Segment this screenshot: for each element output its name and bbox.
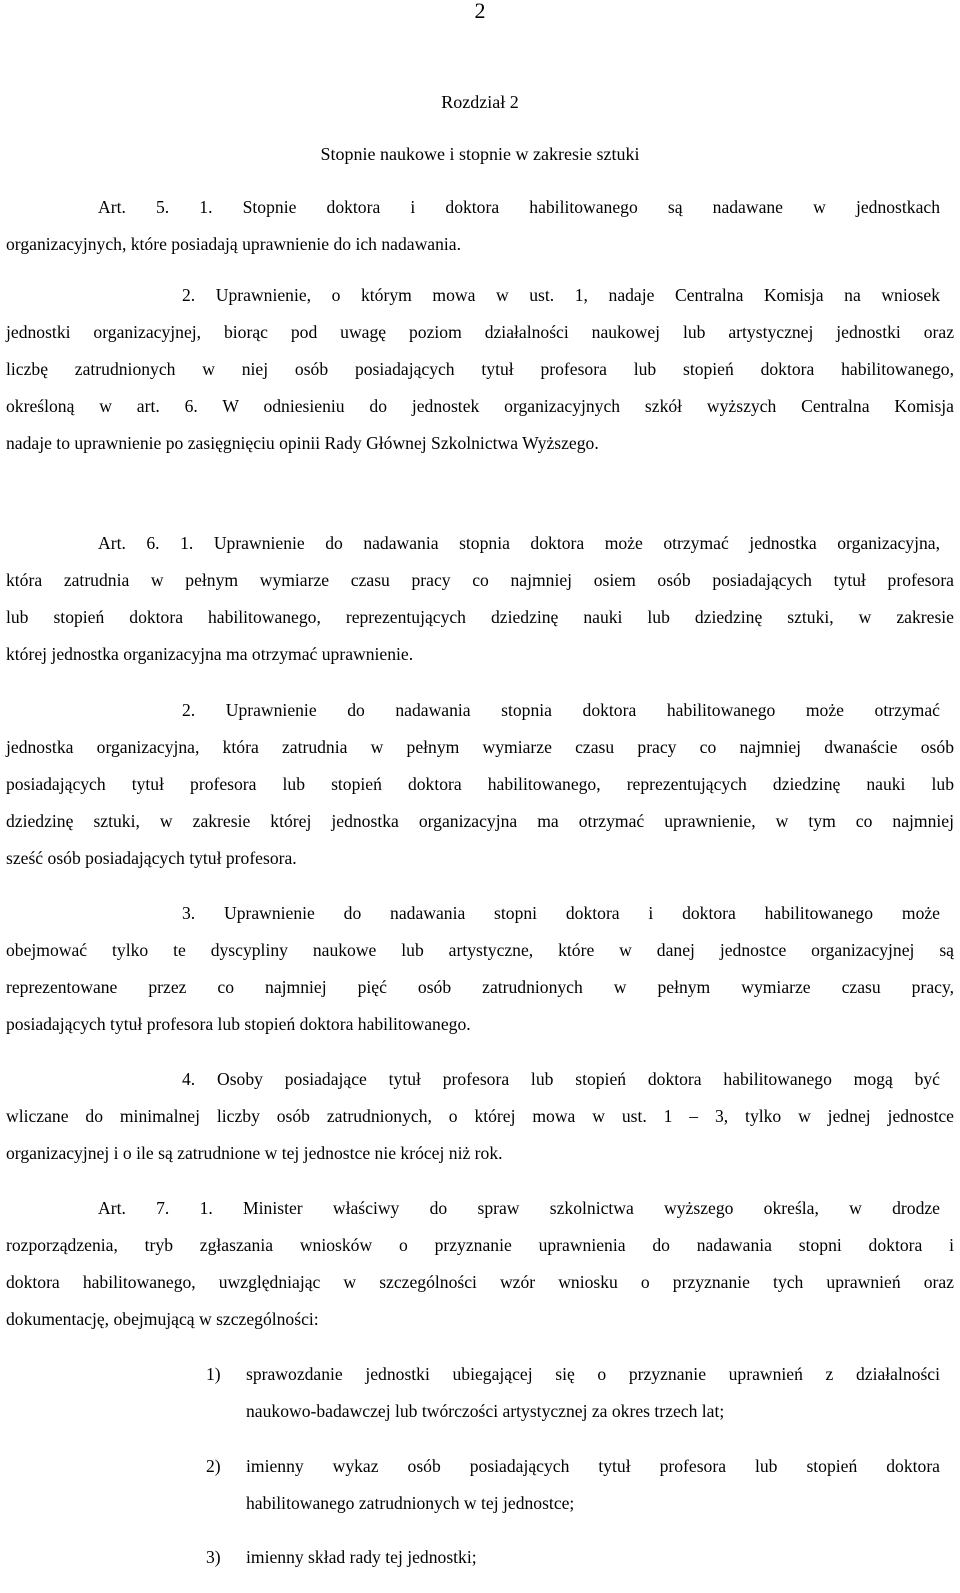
list-item-1-line-2: naukowo-badawczej lub twórczości artystycznej za okres trzech lat;: [246, 1401, 725, 1421]
list-item-1-line-1: sprawozdanie jednostki ubiegającej się o przyznanie uprawnień z działalności: [246, 1364, 940, 1384]
list-item-2-line-1: imienny wykaz osób posiadających tytuł profesora lub stopień doktora: [246, 1456, 940, 1476]
art7-line-4: dokumentację, obejmującą w szczególności:: [6, 1309, 319, 1329]
art6-para2-line-1: 2. Uprawnienie do nadawania stopnia doktora habilitowanego może otrzymać: [182, 700, 940, 720]
chapter-subtitle: Stopnie naukowe i stopnie w zakresie sztuki: [320, 144, 640, 164]
list-item-number: 1): [206, 1364, 221, 1384]
art6-para4-line-2: wliczane do minimalnej liczby osób zatrudnionych, o której mowa w ust. 1 – 3, tylko w jednej jednostce: [6, 1106, 954, 1126]
list-item-number: 3): [206, 1547, 221, 1567]
art6-para3-line-1: 3. Uprawnienie do nadawania stopni doktora i doktora habilitowanego może: [182, 903, 940, 923]
chapter-title: Rozdział 2: [441, 92, 519, 112]
art6-para3-line-4: posiadających tytuł profesora lub stopień doktora habilitowanego.: [6, 1014, 471, 1034]
art7-line-1: Art. 7. 1. Minister właściwy do spraw szkolnictwa wyższego określa, w drodze: [98, 1198, 940, 1218]
art5-para2-line-3: liczbę zatrudnionych w niej osób posiadających tytuł profesora lub stopień doktora habilitowanego,: [6, 359, 954, 379]
art6-para3-line-2: obejmować tylko te dyscypliny naukowe lub artystyczne, które w danej jednostce organizacyjnej są: [6, 940, 954, 960]
art6-para2-line-3: posiadających tytuł profesora lub stopień doktora habilitowanego, reprezentujących dziedzinę nauki lub: [6, 774, 954, 794]
art5-para2-line-5: nadaje to uprawnienie po zasięgnięciu opinii Rady Głównej Szkolnictwa Wyższego.: [6, 433, 599, 453]
art5-para2-line-4: określoną w art. 6. W odniesieniu do jednostek organizacyjnych szkół wyższych Centralna Komisja: [6, 396, 954, 416]
list-item-number: 2): [206, 1456, 221, 1476]
art6-para2-line-4: dziedzinę sztuki, w zakresie której jednostka organizacyjna ma otrzymać uprawnienie, w tym co najmniej: [6, 811, 954, 831]
art5-line-2: organizacyjnych, które posiadają uprawnienie do ich nadawania.: [6, 234, 461, 254]
art6-para2-line-2: jednostka organizacyjna, która zatrudnia w pełnym wymiarze czasu pracy co najmniej dwanaście osób: [6, 737, 954, 757]
art6-line-4: której jednostka organizacyjna ma otrzymać uprawnienie.: [6, 644, 414, 664]
art6-line-2: która zatrudnia w pełnym wymiarze czasu pracy co najmniej osiem osób posiadających tytuł profesora: [6, 570, 954, 590]
art6-para3-line-3: reprezentowane przez co najmniej pięć osób zatrudnionych w pełnym wymiarze czasu pracy,: [6, 977, 954, 997]
art7-line-2: rozporządzenia, tryb zgłaszania wniosków o przyznanie uprawnienia do nadawania stopni doktora i: [6, 1235, 954, 1255]
art6-para2-line-5: sześć osób posiadających tytuł profesora.: [6, 848, 297, 868]
list-item-3-line-1: imienny skład rady tej jednostki;: [246, 1547, 477, 1567]
art5-line-1: Art. 5. 1. Stopnie doktora i doktora habilitowanego są nadawane w jednostkach: [98, 197, 940, 217]
art6-line-3: lub stopień doktora habilitowanego, reprezentujących dziedzinę nauki lub dziedzinę sztuki, w zakresie: [6, 607, 954, 627]
art5-para2-line-1: 2. Uprawnienie, o którym mowa w ust. 1, nadaje Centralna Komisja na wniosek: [182, 285, 940, 305]
page-number: 2: [474, 0, 486, 23]
list-item-2-line-2: habilitowanego zatrudnionych w tej jednostce;: [246, 1493, 575, 1513]
art6-para4-line-3: organizacyjnej i o ile są zatrudnione w tej jednostce nie krócej niż rok.: [6, 1143, 503, 1163]
art6-para4-line-1: 4. Osoby posiadające tytuł profesora lub stopień doktora habilitowanego mogą być: [182, 1069, 940, 1089]
art7-line-3: doktora habilitowanego, uwzględniając w szczególności wzór wniosku o przyznanie tych uprawnień oraz: [6, 1272, 954, 1292]
art6-line-1: Art. 6. 1. Uprawnienie do nadawania stopnia doktora może otrzymać jednostka organizacyjna,: [98, 533, 940, 553]
art5-para2-line-2: jednostki organizacyjnej, biorąc pod uwagę poziom działalności naukowej lub artystycznej jednostki oraz: [6, 322, 954, 342]
